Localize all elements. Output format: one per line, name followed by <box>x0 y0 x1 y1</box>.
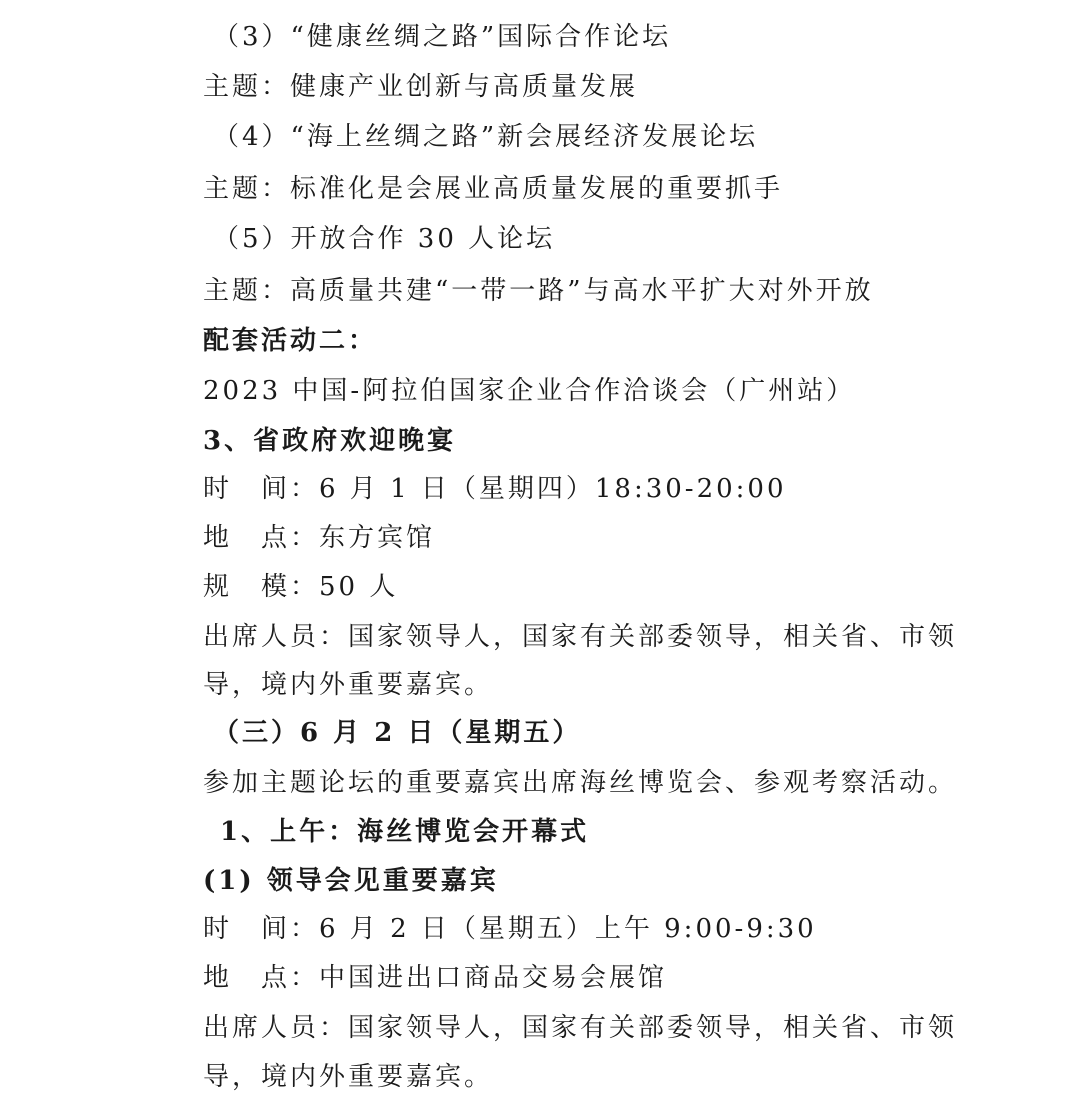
supporting-activity-heading: 配套活动二： <box>203 326 378 356</box>
meeting-location: 地 点：中国进出口商品交易会展馆 <box>203 963 668 993</box>
meeting-time: 时 间：6 月 2 日（星期五）上午 9:00-9:30 <box>203 914 817 944</box>
banquet-attendees-cont: 导，境内外重要嘉宾。 <box>203 670 494 700</box>
morning-opening-heading: 1、上午：海丝博览会开幕式 <box>220 817 590 847</box>
supporting-activity-text: 2023 中国-阿拉伯国家企业合作洽谈会（广州站） <box>203 376 856 406</box>
forum-3-title: （3）“健康丝绸之路”国际合作论坛 <box>213 22 672 52</box>
meeting-attendees: 出席人员：国家领导人，国家有关部委领导，相关省、市领 <box>203 1013 958 1043</box>
banquet-location: 地 点：东方宾馆 <box>203 523 436 553</box>
day-heading-june-2: （三）6 月 2 日（星期五） <box>213 718 582 748</box>
forum-5-theme: 主题：高质量共建“一带一路”与高水平扩大对外开放 <box>203 276 874 306</box>
forum-3-theme: 主题：健康产业创新与高质量发展 <box>203 72 639 102</box>
section-welcome-banquet-heading: 3、省政府欢迎晚宴 <box>203 426 457 456</box>
banquet-attendees: 出席人员：国家领导人，国家有关部委领导，相关省、市领 <box>203 622 958 652</box>
forum-4-title: （4）“海上丝绸之路”新会展经济发展论坛 <box>213 122 759 152</box>
banquet-time: 时 间：6 月 1 日（星期四）18:30-20:00 <box>203 474 787 504</box>
banquet-scale: 规 模：50 人 <box>203 572 399 602</box>
day-summary: 参加主题论坛的重要嘉宾出席海丝博览会、参观考察活动。 <box>203 768 958 798</box>
leader-meeting-heading: (1) 领导会见重要嘉宾 <box>203 866 499 896</box>
meeting-attendees-cont: 导，境内外重要嘉宾。 <box>203 1062 494 1092</box>
forum-5-title: （5）开放合作 30 人论坛 <box>213 224 556 254</box>
forum-4-theme: 主题：标准化是会展业高质量发展的重要抓手 <box>203 174 784 204</box>
